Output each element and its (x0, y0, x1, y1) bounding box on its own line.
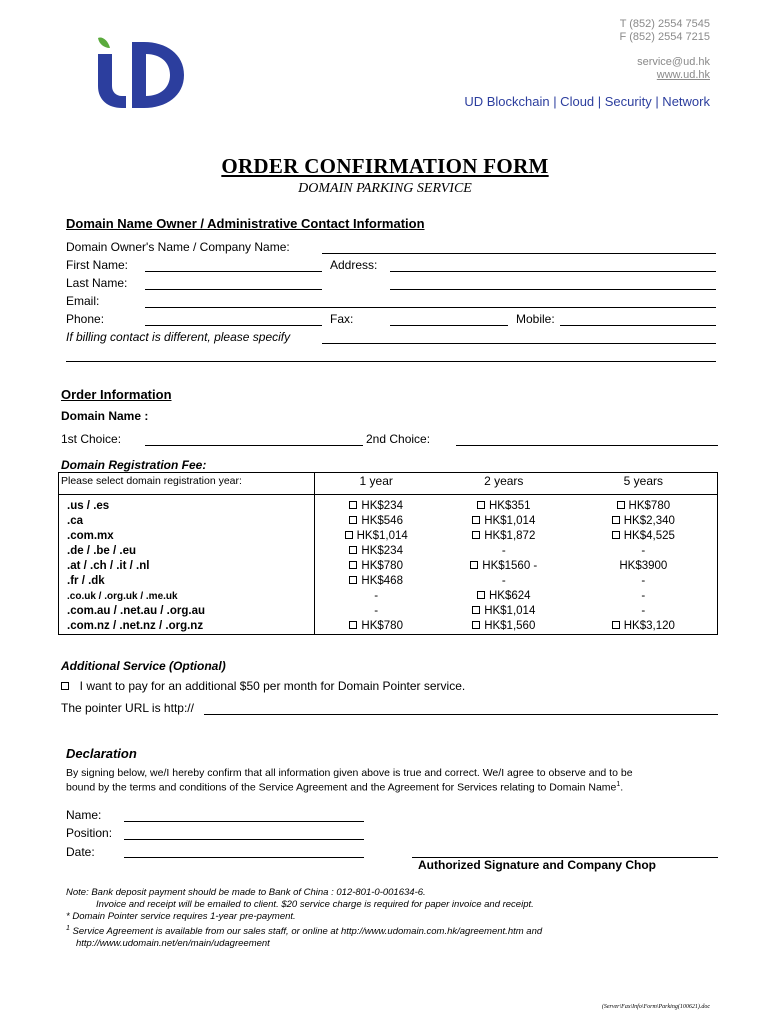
price-1-year[interactable] (314, 544, 438, 559)
note-line-4: Service Agreement is available from our sales staff, or online at http://www.udomain.com.hk/agreement.htm and (69, 926, 543, 938)
price-checkbox[interactable] (472, 621, 480, 629)
note-line-2: Invoice and receipt will be emailed to client. $20 service charge is required for paper invoice and receipt. (96, 899, 534, 910)
phone-label: Phone: (66, 312, 105, 326)
price-checkbox[interactable] (345, 531, 353, 539)
price-1-year[interactable] (314, 574, 438, 589)
owner-section-heading: Domain Name Owner / Administrative Contact Information (66, 216, 425, 231)
price-1-year (314, 589, 438, 604)
declaration-text (66, 767, 633, 794)
billing-label: If billing contact is different, please specify (66, 330, 291, 344)
price-2-years (438, 574, 570, 589)
second-choice-field[interactable] (456, 445, 718, 446)
price-5-years (570, 574, 718, 589)
price-1-year[interactable] (314, 495, 438, 515)
pointer-option[interactable] (61, 679, 465, 693)
name-label: Name: (66, 808, 102, 822)
fax-label: Fax: (330, 312, 354, 326)
note-line-1: Note: Bank deposit payment should be made to Bank of China : 012-801-0-001634-6. (66, 887, 426, 898)
fee-row (59, 495, 718, 515)
domain-extension: .co.uk / .org.uk / .me.uk (59, 589, 315, 604)
price-value: HK$624 (488, 590, 531, 602)
price-checkbox[interactable] (349, 621, 357, 629)
price-checkbox[interactable] (472, 531, 480, 539)
email-field[interactable] (145, 307, 716, 308)
price-value: HK$1,560 (484, 620, 536, 632)
fee-row (59, 604, 718, 619)
price-value: HK$2,340 (623, 515, 675, 527)
price-2-years[interactable] (438, 529, 570, 544)
ud-logo (92, 34, 192, 110)
notes-block (66, 887, 542, 950)
pointer-url-field[interactable] (204, 714, 718, 715)
position-field[interactable] (124, 839, 364, 840)
declaration-end: . (620, 781, 624, 794)
header-5-years: 5 years (570, 473, 718, 495)
price-value: - (374, 605, 379, 617)
price-1-year[interactable] (314, 559, 438, 574)
domain-extension: .com.au / .net.au / .org.au (59, 604, 315, 619)
price-value: - (641, 590, 646, 602)
price-5-years[interactable] (570, 619, 718, 635)
price-5-years[interactable] (570, 514, 718, 529)
domain-extension: .us / .es (59, 495, 315, 515)
price-5-years (570, 589, 718, 604)
first-choice-field[interactable] (145, 445, 363, 446)
price-value: HK$1,014 (484, 515, 536, 527)
position-label: Position: (66, 826, 113, 840)
telephone: T (852) 2554 7545 (619, 18, 710, 30)
price-value: - (641, 545, 646, 557)
price-2-years[interactable] (438, 589, 570, 604)
domain-extension: .at / .ch / .it / .nl (59, 559, 315, 574)
price-checkbox[interactable] (477, 591, 485, 599)
price-checkbox[interactable] (349, 561, 357, 569)
price-1-year[interactable] (314, 514, 438, 529)
address-label: Address: (330, 258, 378, 272)
domain-extension: .com.nz / .net.nz / .org.nz (59, 619, 315, 635)
price-5-years (570, 604, 718, 619)
signature-label: Authorized Signature and Company Chop (418, 858, 657, 872)
fee-row (59, 514, 718, 529)
fee-row (59, 559, 718, 574)
price-2-years[interactable] (438, 619, 570, 635)
header-2-years: 2 years (438, 473, 570, 495)
file-reference: (Server\Fax\Info\Form\Parking(100621).doc (601, 1004, 710, 1010)
first-choice-label: 1st Choice: (61, 432, 122, 446)
declaration-line-1: By signing below, we/I hereby confirm that all information given above is true and correct. We/I agree to observe and to be (66, 767, 633, 779)
price-value: HK$234 (361, 500, 403, 512)
second-choice-label: 2nd Choice: (366, 432, 431, 446)
price-value: - (641, 605, 646, 617)
fax-number: F (852) 2554 7215 (619, 31, 710, 43)
fee-row (59, 529, 718, 544)
price-5-years (570, 559, 718, 574)
billing-field-2[interactable] (66, 361, 716, 362)
pointer-option-label: I want to pay for an additional $50 per month for Domain Pointer service. (79, 679, 466, 693)
price-checkbox[interactable] (612, 516, 620, 524)
fee-table-header (59, 473, 718, 495)
price-checkbox[interactable] (349, 546, 357, 554)
email-link[interactable]: service@ud.hk (637, 56, 710, 68)
first-name-label: First Name: (66, 258, 129, 272)
note-line-5: http://www.udomain.net/en/main/udagreement (76, 938, 270, 950)
website-link[interactable]: www.ud.hk (656, 69, 710, 81)
last-name-field[interactable] (145, 289, 322, 290)
price-value: - (641, 575, 646, 587)
price-value: HK$468 (361, 575, 403, 587)
price-2-years[interactable] (438, 604, 570, 619)
price-2-years (438, 544, 570, 559)
price-2-years[interactable] (438, 495, 570, 515)
price-checkbox[interactable] (477, 501, 485, 509)
price-value: HK$234 (361, 545, 403, 557)
price-value: HK$780 (628, 500, 671, 512)
price-checkbox[interactable] (349, 516, 357, 524)
price-5-years[interactable] (570, 495, 718, 515)
date-field[interactable] (124, 857, 364, 858)
domain-extension: .fr / .dk (59, 574, 315, 589)
fee-row (59, 619, 718, 635)
domain-name-label: Domain Name : (61, 409, 149, 423)
fee-heading: Domain Registration Fee: (61, 458, 207, 472)
fee-row (59, 589, 718, 604)
email-label: Email: (66, 294, 100, 308)
mobile-field[interactable] (560, 325, 716, 326)
price-value: HK$1560 - (482, 560, 538, 572)
price-value: HK$1,014 (356, 530, 408, 542)
fee-row (59, 544, 718, 559)
date-label: Date: (66, 845, 95, 859)
order-section-heading: Order Information (61, 387, 172, 402)
domain-extension: .ca (59, 514, 315, 529)
fax-field[interactable] (390, 325, 508, 326)
price-checkbox[interactable] (472, 606, 480, 614)
price-1-year[interactable] (314, 619, 438, 635)
billing-field-1[interactable] (322, 343, 716, 344)
price-checkbox[interactable] (612, 531, 620, 539)
price-value: HK$780 (361, 560, 403, 572)
contact-block (619, 18, 710, 82)
price-1-year[interactable] (314, 529, 438, 544)
last-name-label: Last Name: (66, 276, 128, 290)
price-2-years[interactable] (438, 514, 570, 529)
price-value: - (501, 545, 506, 557)
declaration-line-2: bound by the terms and conditions of the Service Agreement and the Agreement for Services relating to Domain Name (66, 781, 617, 794)
company-tagline: UD Blockchain | Cloud | Security | Network (464, 94, 710, 109)
mobile-label: Mobile: (516, 312, 555, 326)
price-value: HK$3,120 (623, 620, 675, 632)
additional-heading: Additional Service (Optional) (61, 659, 226, 673)
note-line-3: * Domain Pointer service requires 1-year pre-payment. (66, 911, 296, 922)
price-1-year (314, 604, 438, 619)
header-1-year: 1 year (314, 473, 438, 495)
name-field[interactable] (124, 821, 364, 822)
leaf-icon (98, 37, 110, 48)
price-5-years[interactable] (570, 529, 718, 544)
price-value: HK$780 (361, 620, 403, 632)
phone-field[interactable] (145, 325, 322, 326)
form-subtitle: DOMAIN PARKING SERVICE (298, 181, 472, 196)
address-field-1[interactable] (390, 271, 716, 272)
price-value: - (501, 575, 506, 587)
price-checkbox[interactable] (617, 501, 625, 509)
note-footnote-mark: 1 (66, 925, 70, 932)
price-value: HK$1,014 (484, 605, 536, 617)
price-value: HK$4,525 (623, 530, 675, 542)
price-value: HK$546 (361, 515, 403, 527)
price-value: HK$3900 (619, 560, 668, 572)
price-checkbox[interactable] (472, 516, 480, 524)
price-5-years (570, 544, 718, 559)
form-title: ORDER CONFIRMATION FORM (221, 154, 549, 178)
price-checkbox[interactable] (349, 576, 357, 584)
header-select-year: Please select domain registration year: (59, 473, 315, 495)
price-2-years[interactable] (438, 559, 570, 574)
price-checkbox[interactable] (612, 621, 620, 629)
address-field-2[interactable] (390, 289, 716, 290)
price-value: HK$351 (488, 500, 531, 512)
price-checkbox[interactable] (470, 561, 478, 569)
price-value: - (374, 590, 379, 602)
domain-extension: .de / .be / .eu (59, 544, 315, 559)
pointer-checkbox[interactable] (61, 682, 69, 690)
price-value: HK$1,872 (484, 530, 536, 542)
footnote-mark: 1 (616, 781, 621, 788)
fee-row (59, 574, 718, 589)
price-checkbox[interactable] (349, 501, 357, 509)
owner-name-field[interactable] (322, 253, 716, 254)
pointer-url-label: The pointer URL is http:// (61, 701, 194, 715)
fee-table (58, 472, 718, 635)
domain-extension: .com.mx (59, 529, 315, 544)
first-name-field[interactable] (145, 271, 322, 272)
owner-name-label: Domain Owner's Name / Company Name: (66, 240, 290, 254)
declaration-heading: Declaration (66, 746, 137, 761)
